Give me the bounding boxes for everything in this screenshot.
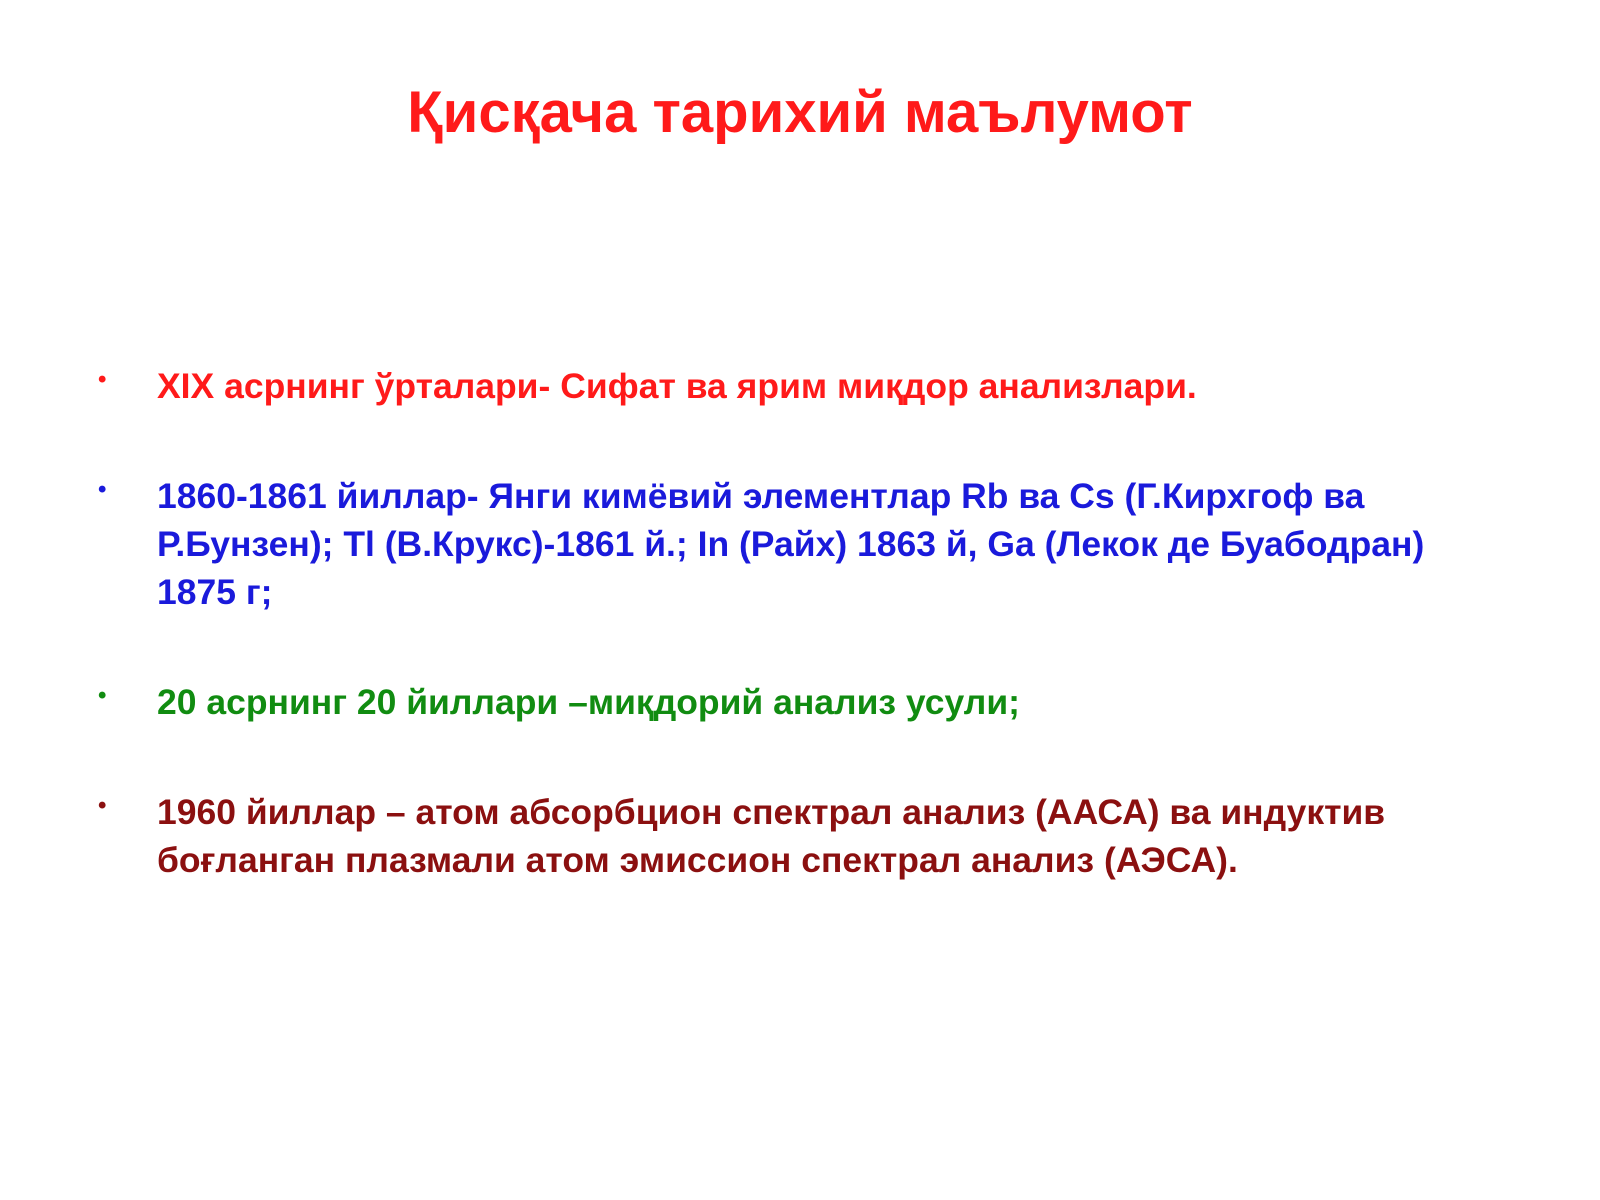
bullet-text: 1960 йиллар – атом абсорбцион спектрал анализ (ААСА) ва индуктив боғланган плазмали атом эмиссион спектрал анализ (АЭСА). (157, 792, 1386, 880)
bullet-marker: • (98, 476, 107, 503)
bullet-item (98, 678, 1498, 726)
bullet-text: XIX асрнинг ўрталари- Сифат ва ярим миқдор анализлари. (157, 366, 1197, 406)
bullet-item (98, 788, 1498, 884)
bullet-text: 1860-1861 йиллар- Янги кимёвий элементлар Rb ва Cs (Г.Кирхгоф ва Р.Бунзен); Tl (В.Крукс)-1861 й.; In (Райх) 1863 й, Ga (Лекок де Буабодран) 1875 г; (157, 476, 1425, 612)
slide-title: Қисқача тарихий маълумот (407, 80, 1193, 145)
bullet-item (98, 472, 1498, 616)
bullet-item (98, 362, 1498, 410)
bullet-marker: • (98, 682, 107, 709)
bullet-marker: • (98, 366, 107, 393)
bullet-text: 20 асрнинг 20 йиллари –миқдорий анализ усули; (157, 682, 1020, 722)
bullet-list (98, 362, 1498, 884)
bullet-marker: • (98, 792, 107, 819)
